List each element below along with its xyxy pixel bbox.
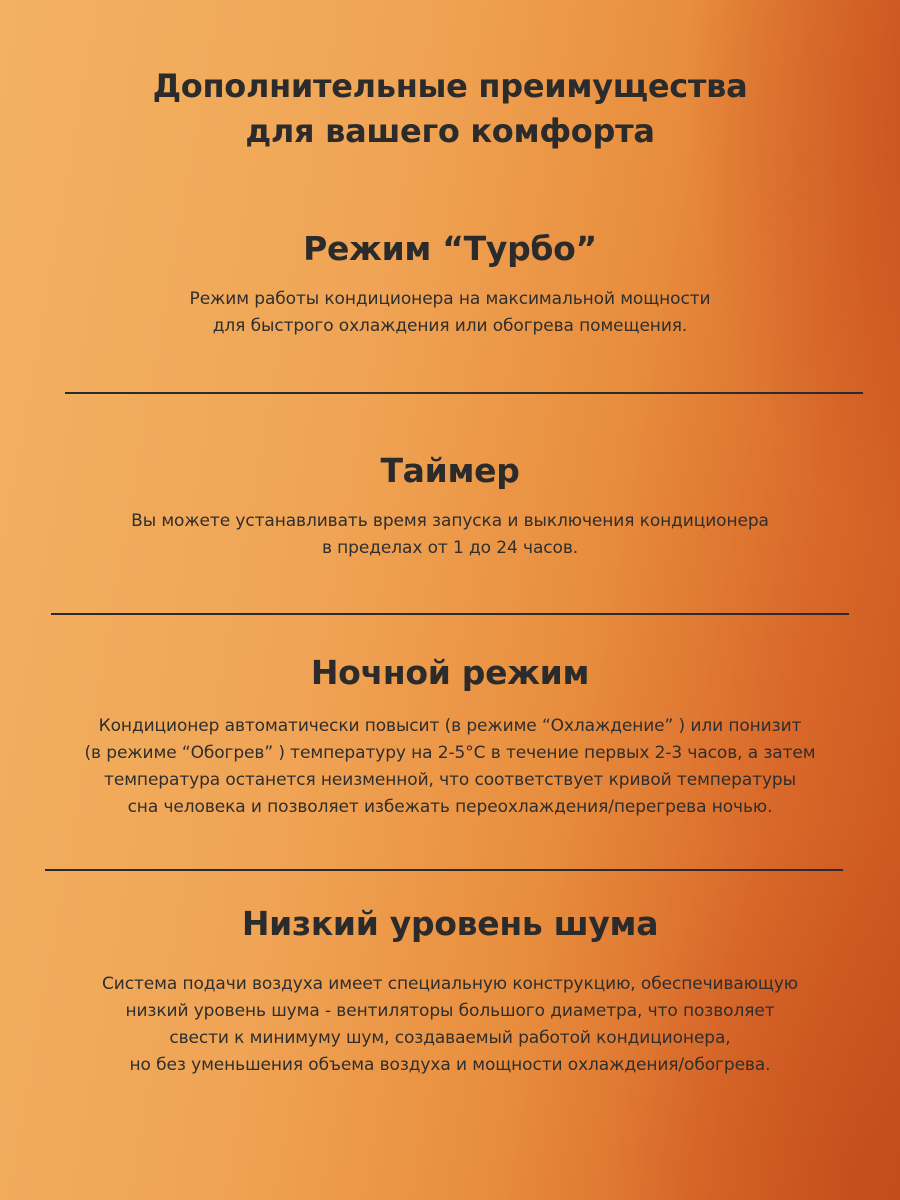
section-title-timer: Таймер — [380, 451, 520, 490]
divider — [45, 869, 843, 871]
section-title-night-mode: Ночной режим — [310, 653, 590, 692]
section-title-low-noise: Низкий уровень шума — [241, 904, 659, 943]
section-text-line: (в режиме “Обогрев” ) температуру на 2-5°С в течение первых 2-3 часов, а затем — [84, 743, 816, 763]
page-title — [0, 64, 900, 154]
page-title-line: для вашего комфорта — [245, 112, 655, 150]
section-text-line: свести к минимуму шум, создаваемый работой кондиционера, — [169, 1028, 731, 1048]
section-text-line: Система подачи воздуха имеет специальную конструкцию, обеспечивающую — [101, 974, 799, 994]
section-text-line: Режим работы кондиционера на максимальной мощности — [189, 289, 711, 309]
section-text-night-mode — [0, 713, 900, 821]
page-title-line: Дополнительные преимущества — [152, 67, 748, 105]
section-text-low-noise — [0, 971, 900, 1079]
section-title-turbo: Режим “Турбо” — [303, 229, 597, 268]
section-text-line: сна человека и позволяет избежать переохлаждения/перегрева ночью. — [127, 797, 773, 817]
section-text-timer — [0, 508, 900, 562]
section-text-line: температура останется неизменной, что соответствует кривой температуры — [104, 770, 796, 790]
divider — [65, 392, 863, 394]
section-text-line: для быстрого охлаждения или обогрева помещения. — [212, 316, 688, 336]
section-text-line: но без уменьшения объема воздуха и мощности охлаждения/обогрева. — [129, 1055, 771, 1075]
section-text-line: низкий уровень шума - вентиляторы большого диаметра, что позволяет — [125, 1001, 775, 1021]
section-text-line: Кондиционер автоматически повысит (в режиме “Охлаждение” ) или понизит — [98, 716, 802, 736]
section-text-line: Вы можете устанавливать время запуска и выключения кондиционера — [131, 511, 769, 531]
section-text-line: в пределах от 1 до 24 часов. — [321, 538, 579, 558]
section-text-turbo — [0, 286, 900, 340]
divider — [51, 613, 849, 615]
